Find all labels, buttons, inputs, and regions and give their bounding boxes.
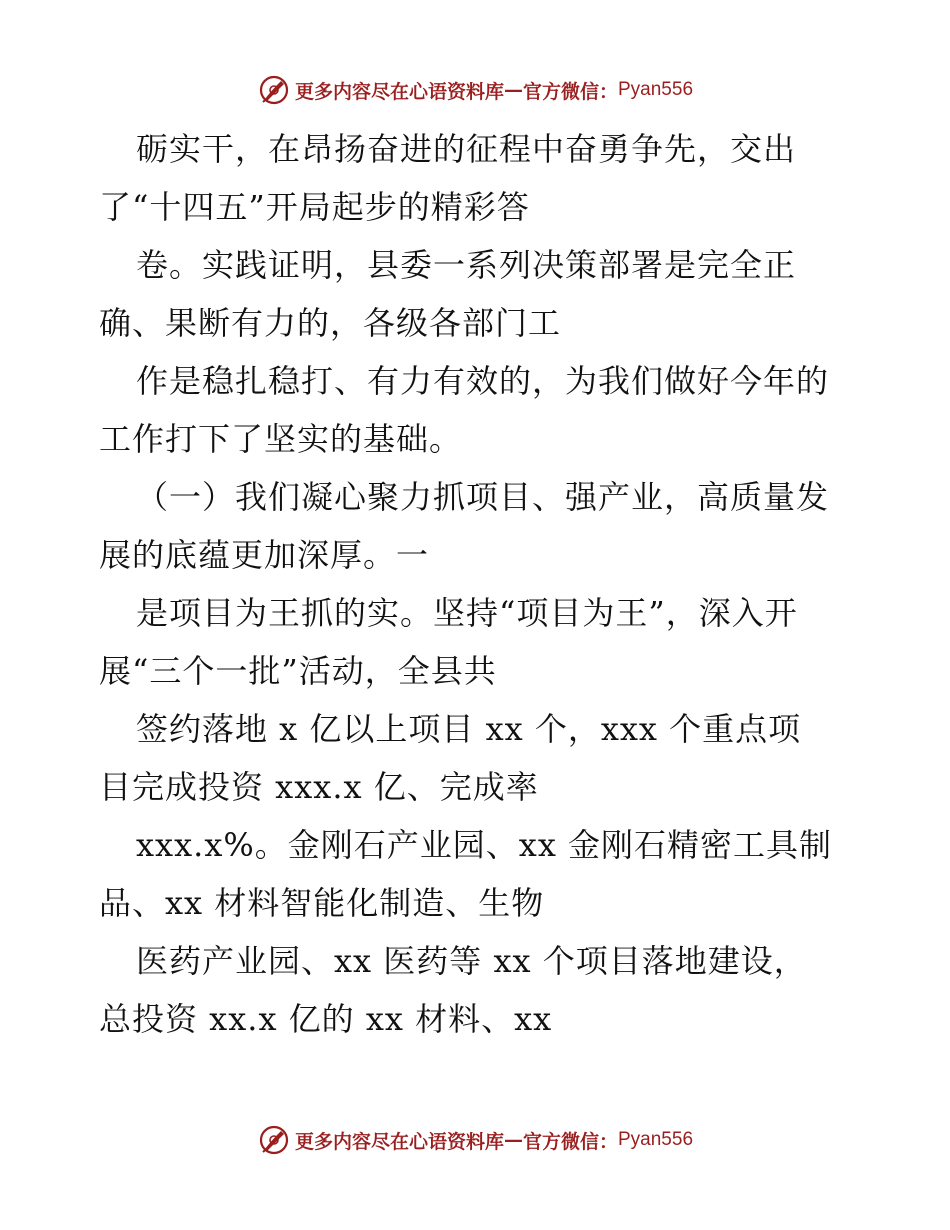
text-line: 确、果断有力的，各级各部门工 (99, 304, 562, 342)
text-line: 展“三个一批”活动，全县共 (99, 652, 497, 690)
header-watermark (0, 70, 950, 110)
watermark-wechat-label: 官方微信： (522, 1130, 618, 1153)
text-line: 砺实干，在昂扬奋进的征程中奋勇争先，交出 (136, 130, 797, 168)
watermark-separator: — (503, 1129, 523, 1151)
text-line: 工作打下了坚实的基础。 (99, 420, 463, 458)
text-line: xxx.x%。金刚石产业园、xx 金刚石精密工具制 (136, 826, 833, 864)
watermark-title: 更多内容尽在心语资料库 (294, 1130, 504, 1153)
text-line: 医药产业园、xx 医药等 xx 个项目落地建设， (136, 942, 807, 980)
brush-logo-icon (257, 73, 291, 107)
footer-watermark (0, 1120, 950, 1160)
text-line: 展的底蕴更加深厚。一 (99, 536, 430, 574)
text-line: 品、xx 材料智能化制造、生物 (99, 884, 545, 922)
text-line: 卷。实践证明，县委一系列决策部署是完全正 (136, 246, 797, 284)
text-line: 总投资 xx.x 亿的 xx 材料、xx (99, 1000, 553, 1038)
text-line: （一）我们凝心聚力抓项目、强产业，高质量发 (136, 478, 830, 516)
text-line: 了“十四五”开局起步的精彩答 (99, 188, 530, 226)
watermark-wechat-id: Pyan556 (618, 1129, 694, 1150)
brush-logo-icon (257, 1123, 291, 1157)
text-line: 目完成投资 xxx.x 亿、完成率 (99, 768, 539, 806)
text-line: 作是稳扎稳打、有力有效的，为我们做好今年的 (136, 362, 830, 400)
watermark-wechat-id: Pyan556 (618, 79, 694, 100)
watermark-title: 更多内容尽在心语资料库 (294, 80, 504, 103)
text-line: 是项目为王抓的实。坚持“项目为王”，深入开 (136, 594, 798, 632)
text-line: 签约落地 x 亿以上项目 xx 个，xxx 个重点项 (136, 710, 802, 748)
watermark-wechat-label: 官方微信： (522, 80, 618, 103)
watermark-separator: — (503, 79, 523, 101)
